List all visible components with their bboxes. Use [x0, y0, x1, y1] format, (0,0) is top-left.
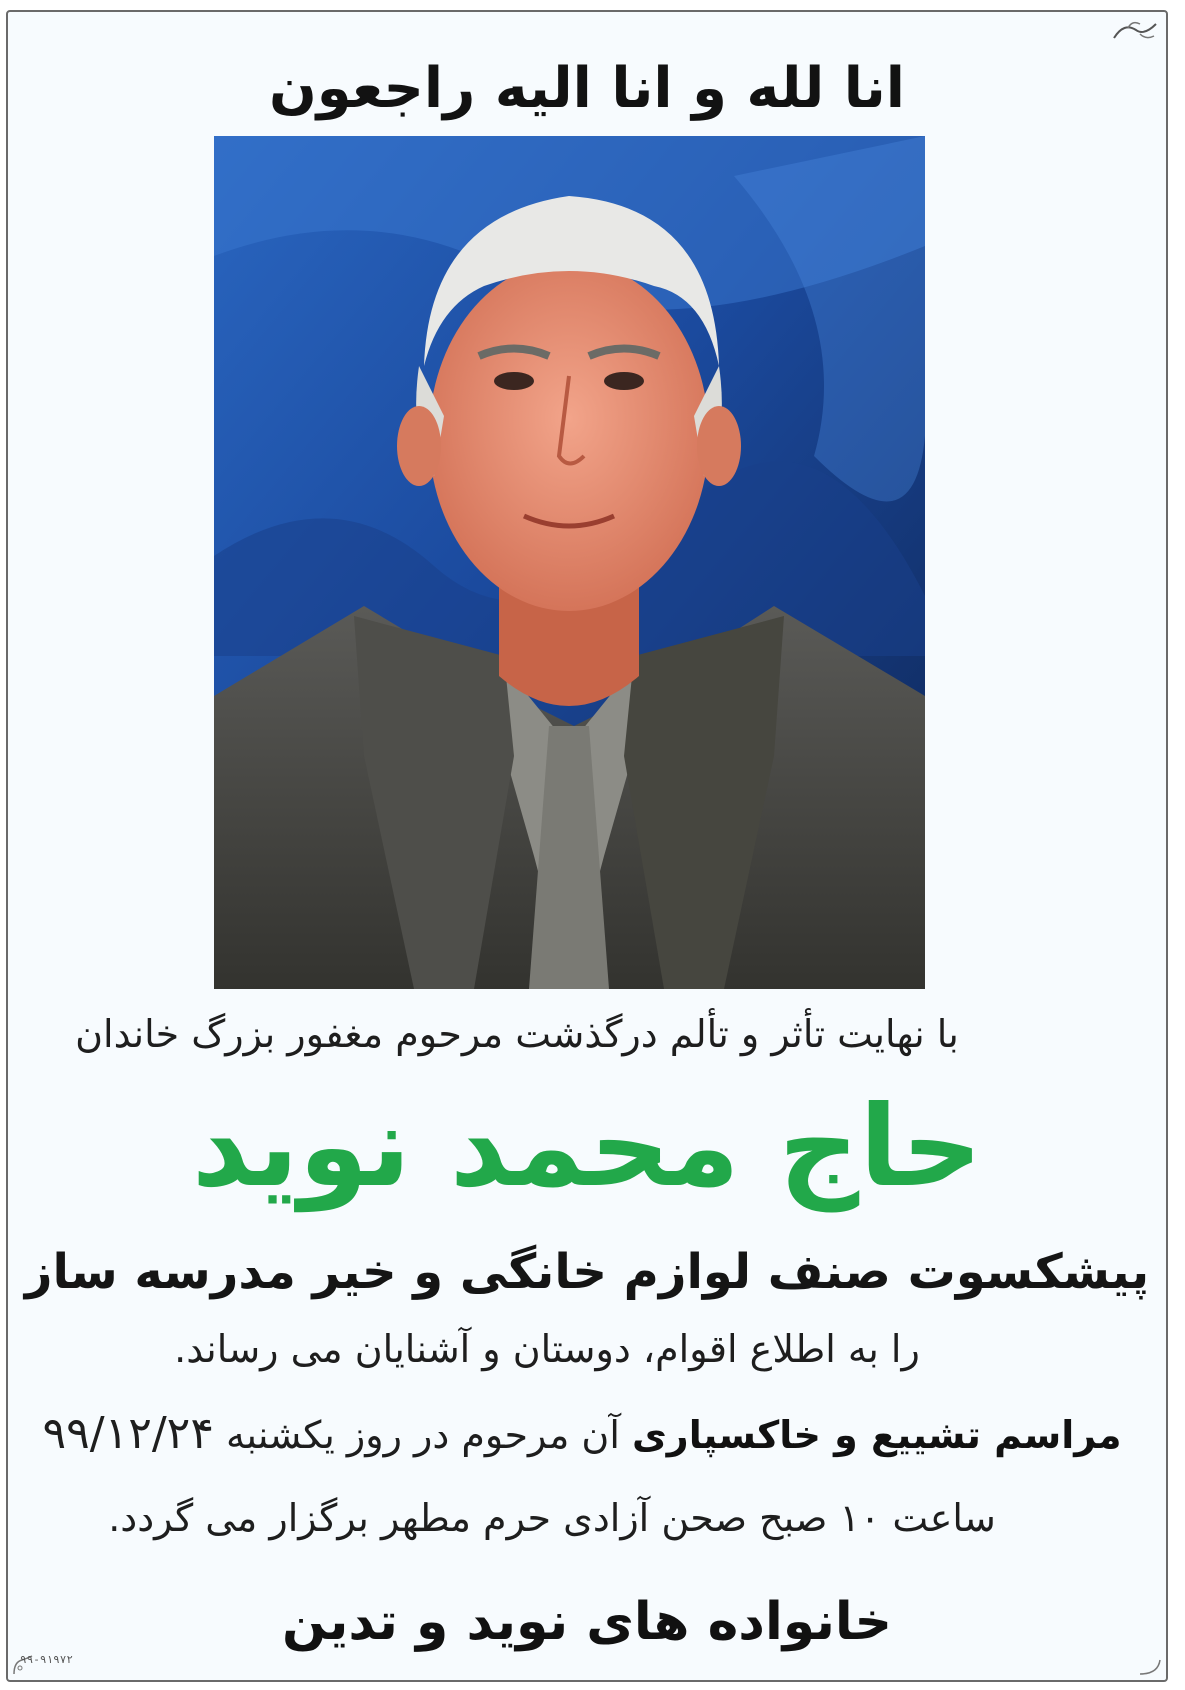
deceased-name: حاج محمد نوید [191, 1082, 983, 1212]
family-signature: خانواده های نوید و تدین [282, 1592, 892, 1652]
ceremony-label: مراسم تشییع و خاکسپاری [631, 1413, 1122, 1457]
deceased-title: پیشکسوت صنف لوازم خانگی و خیر مدرسه ساز [24, 1244, 1150, 1300]
ad-code: ۹۹-۹۱۹۷۲ [20, 1653, 73, 1666]
intro-text: با نهایت تأثر و تألم درگذشت مرحوم مغفور بزرگ خاندان [75, 1012, 959, 1056]
quran-verse-heading: انا لله و انا الیه راجعون [269, 56, 905, 121]
portrait-photo [214, 136, 925, 989]
ceremony-line [8, 1408, 1166, 1459]
notice-frame [6, 10, 1168, 1682]
corner-curl-icon [1138, 1658, 1162, 1676]
ceremony-date: ۹۹/۱۲/۲۴ [42, 1408, 214, 1459]
ceremony-details: آن مرحوم در روز یکشنبه [226, 1413, 620, 1457]
time-place-text: ساعت ۱۰ صبح صحن آزادی حرم مطهر برگزار می گردد. [108, 1496, 996, 1540]
inform-text: را به اطلاع اقوام، دوستان و آشنایان می رساند. [174, 1327, 920, 1371]
floral-ornament-icon [1110, 18, 1160, 44]
